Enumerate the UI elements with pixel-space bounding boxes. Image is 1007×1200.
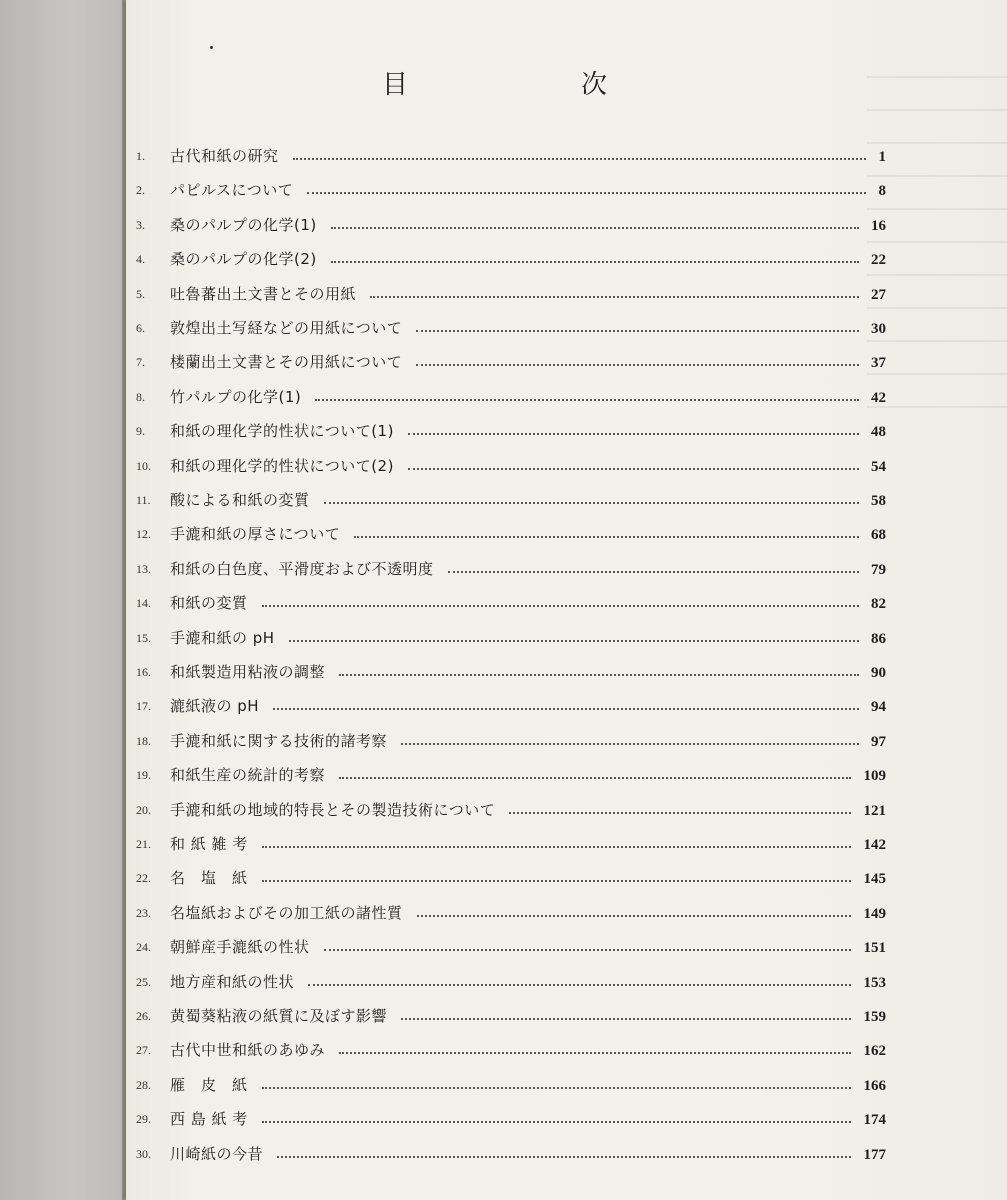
leader-dots xyxy=(262,1087,851,1089)
entry-number: 19. xyxy=(136,768,151,783)
toc-entry xyxy=(126,725,886,751)
entry-title: 桑のパルプの化学(1) xyxy=(170,215,317,234)
entry-title: 桑のパルプの化学(2) xyxy=(170,250,317,269)
entry-page-number: 153 xyxy=(863,974,886,991)
leader-dots xyxy=(324,949,851,951)
toc-entry xyxy=(126,346,886,372)
toc-entry xyxy=(126,1034,886,1060)
leader-dots xyxy=(289,640,859,642)
leader-dots xyxy=(448,571,859,573)
entry-number: 7. xyxy=(136,355,145,370)
entry-page-number: 54 xyxy=(871,458,886,475)
leader-dots xyxy=(417,915,851,917)
toc-entry xyxy=(126,484,886,510)
entry-page-number: 151 xyxy=(863,940,886,957)
entry-number: 1. xyxy=(136,149,145,163)
toc-entry xyxy=(126,450,886,476)
toc-entry xyxy=(126,759,886,785)
toc-entry xyxy=(126,243,886,269)
entry-title: パピルスについて xyxy=(170,181,294,200)
entry-title: 手漉和紙の pH xyxy=(170,628,275,647)
entry-number: 22. xyxy=(136,871,151,886)
toc-entry xyxy=(126,587,886,613)
entry-number: 14. xyxy=(136,596,151,611)
entry-page-number: 166 xyxy=(863,1077,886,1094)
entry-page-number: 142 xyxy=(863,837,886,853)
entry-page-number: 48 xyxy=(871,424,886,441)
adjacent-page-strip xyxy=(0,0,122,1200)
entry-number: 15. xyxy=(136,630,151,645)
leader-dots xyxy=(315,399,859,401)
toc-entry xyxy=(126,656,886,682)
leader-dots xyxy=(339,674,859,676)
entry-page-number: 37 xyxy=(871,355,886,372)
entry-title: 名 塩 紙 xyxy=(170,869,248,888)
leader-dots xyxy=(262,880,851,882)
entry-number: 20. xyxy=(136,802,151,817)
toc-entry xyxy=(126,209,886,235)
leader-dots xyxy=(262,605,859,607)
leader-dots xyxy=(401,1018,851,1020)
entry-title: 西 島 紙 考 xyxy=(170,1110,248,1129)
entry-number: 29. xyxy=(136,1112,151,1127)
entry-number: 26. xyxy=(136,1009,151,1023)
toc-entry xyxy=(126,931,886,957)
toc-title-char-1: 目 xyxy=(382,70,409,100)
entry-page-number: 68 xyxy=(871,527,886,544)
entry-page-number: 79 xyxy=(871,561,886,578)
entry-title: 朝鮮産手漉紙の性状 xyxy=(170,938,310,957)
leader-dots xyxy=(339,777,851,779)
toc-entry xyxy=(126,140,886,166)
entry-page-number: 16 xyxy=(871,217,886,234)
entry-page-number: 58 xyxy=(871,493,886,509)
entry-number: 21. xyxy=(136,837,151,851)
leader-dots xyxy=(262,846,851,848)
leader-dots xyxy=(293,158,866,160)
ink-speck xyxy=(210,46,213,49)
toc-entry xyxy=(126,312,886,338)
leader-dots xyxy=(401,743,859,745)
toc-entry xyxy=(126,553,886,579)
entry-title: 漉紙液の pH xyxy=(170,697,260,716)
entry-page-number: 1 xyxy=(878,149,886,165)
entry-number: 18. xyxy=(136,733,151,748)
entry-title: 竹パルプの化学(1) xyxy=(170,387,302,406)
toc-entry xyxy=(126,1000,886,1026)
entry-title: 敦煌出土写経などの用紙について xyxy=(170,319,403,337)
entry-title: 和紙の理化学的性状について(2) xyxy=(170,456,394,475)
entry-page-number: 82 xyxy=(871,596,886,613)
toc-entry xyxy=(126,278,886,304)
leader-dots xyxy=(416,330,859,332)
entry-page-number: 42 xyxy=(871,389,886,406)
entry-page-number: 159 xyxy=(863,1009,886,1025)
entry-title: 和紙の白色度、平滑度および不透明度 xyxy=(170,559,434,578)
entry-title: 手漉和紙に関する技術的諸考察 xyxy=(170,731,388,750)
entry-title: 手漉和紙の厚さについて xyxy=(170,525,341,544)
leader-dots xyxy=(331,227,859,229)
leader-dots xyxy=(408,433,859,435)
entry-page-number: 30 xyxy=(871,321,886,337)
entry-title: 和 紙 雑 考 xyxy=(170,835,248,853)
toc-entry xyxy=(126,966,886,992)
leader-dots xyxy=(324,502,859,504)
leader-dots xyxy=(416,364,859,366)
entry-number: 25. xyxy=(136,974,151,989)
leader-dots xyxy=(308,984,851,986)
entry-number: 5. xyxy=(136,286,145,301)
entry-page-number: 27 xyxy=(871,286,886,303)
entry-title: 雁 皮 紙 xyxy=(170,1075,248,1094)
toc-title xyxy=(126,64,1007,104)
leader-dots xyxy=(277,1156,851,1158)
entry-title: 和紙生産の統計的考察 xyxy=(170,766,326,785)
entry-title: 古代中世和紙のあゆみ xyxy=(170,1041,326,1060)
entry-number: 4. xyxy=(136,252,145,267)
leader-dots xyxy=(354,536,859,538)
entry-number: 3. xyxy=(136,217,145,232)
entry-title: 川崎紙の今昔 xyxy=(170,1144,264,1163)
toc-entry xyxy=(126,897,886,923)
entry-page-number: 86 xyxy=(871,630,886,647)
toc-entry xyxy=(126,174,886,200)
toc-entry xyxy=(126,1138,886,1164)
entry-title: 和紙の変質 xyxy=(170,594,248,613)
leader-dots xyxy=(262,1121,851,1123)
toc-title-char-2: 次 xyxy=(581,70,608,100)
leader-dots xyxy=(370,296,859,298)
entry-page-number: 121 xyxy=(863,802,886,819)
entry-page-number: 149 xyxy=(863,905,886,922)
entry-number: 16. xyxy=(136,665,151,679)
entry-number: 2. xyxy=(136,183,145,198)
entry-page-number: 177 xyxy=(863,1146,886,1163)
toc-entry xyxy=(126,1069,886,1095)
entry-page-number: 8 xyxy=(878,183,886,200)
entry-number: 23. xyxy=(136,905,151,920)
entry-title: 楼蘭出土文書とその用紙について xyxy=(170,353,403,372)
toc-entry xyxy=(126,381,886,407)
toc-entry xyxy=(126,690,886,716)
leader-dots xyxy=(509,812,851,814)
entry-number: 30. xyxy=(136,1146,151,1161)
entry-number: 9. xyxy=(136,424,145,439)
toc-entry xyxy=(126,622,886,648)
entry-number: 6. xyxy=(136,321,145,335)
entry-title: 手漉和紙の地域的特長とその製造技術について xyxy=(170,800,496,819)
toc-entry xyxy=(126,415,886,441)
entry-title: 和紙製造用粘液の調整 xyxy=(170,663,326,681)
leader-dots xyxy=(273,708,859,710)
toc-entry xyxy=(126,1103,886,1129)
entry-page-number: 97 xyxy=(871,733,886,750)
leader-dots xyxy=(307,192,866,194)
entry-title: 吐魯蕃出土文書とその用紙 xyxy=(170,284,357,303)
leader-dots xyxy=(339,1052,851,1054)
entry-number: 8. xyxy=(136,389,145,404)
entry-title: 古代和紙の研究 xyxy=(170,147,279,165)
toc-entry xyxy=(126,828,886,854)
entry-number: 27. xyxy=(136,1043,151,1058)
leader-dots xyxy=(408,468,859,470)
entry-page-number: 94 xyxy=(871,699,886,716)
entry-number: 12. xyxy=(136,527,151,542)
entry-number: 11. xyxy=(136,493,151,507)
toc-entry xyxy=(126,862,886,888)
entry-page-number: 145 xyxy=(863,871,886,888)
bleed-through-text xyxy=(867,50,1007,430)
entry-number: 10. xyxy=(136,458,151,473)
book-page xyxy=(126,0,1007,1200)
entry-number: 28. xyxy=(136,1077,151,1092)
entry-page-number: 22 xyxy=(871,252,886,269)
entry-page-number: 174 xyxy=(863,1112,886,1129)
entry-page-number: 90 xyxy=(871,665,886,681)
entry-number: 13. xyxy=(136,561,151,576)
entry-title: 名塩紙およびその加工紙の諸性質 xyxy=(170,903,403,922)
entry-title: 黄蜀葵粘液の紙質に及ぼす影響 xyxy=(170,1007,388,1025)
leader-dots xyxy=(331,261,859,263)
entry-number: 17. xyxy=(136,699,151,714)
entry-title: 酸による和紙の変質 xyxy=(170,491,310,509)
entry-title: 和紙の理化学的性状について(1) xyxy=(170,422,394,441)
toc-entry xyxy=(126,794,886,820)
entry-title: 地方産和紙の性状 xyxy=(170,972,295,991)
entry-number: 24. xyxy=(136,940,151,955)
entry-page-number: 162 xyxy=(863,1043,886,1060)
toc-entry xyxy=(126,518,886,544)
entry-page-number: 109 xyxy=(863,768,886,785)
